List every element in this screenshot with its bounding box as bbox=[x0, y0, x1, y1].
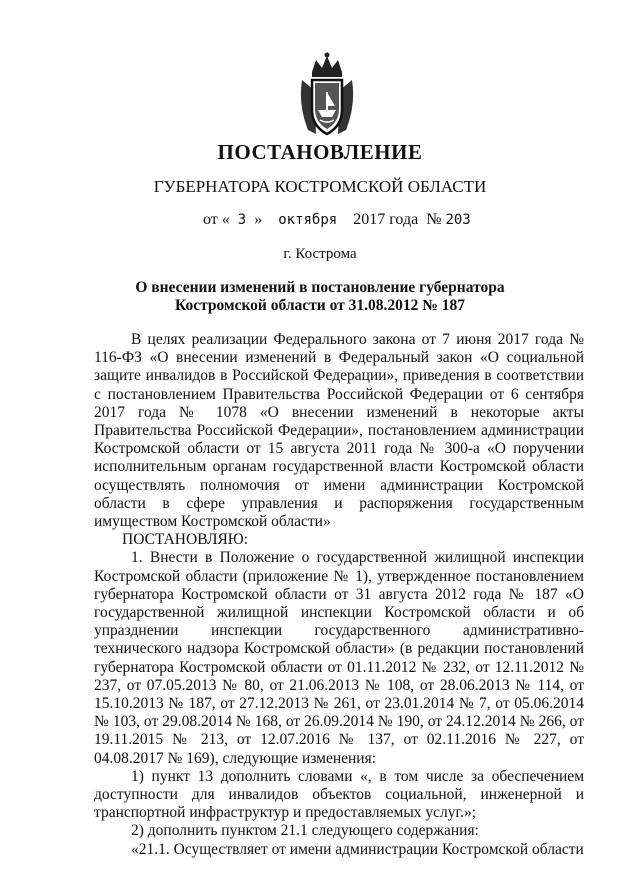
heading-line-2: Костромской области от 31.08.2012 № 187 bbox=[175, 297, 465, 314]
date-year: 2017 года bbox=[353, 211, 419, 228]
coat-of-arms-icon bbox=[294, 50, 360, 140]
document-number: 203 bbox=[445, 212, 471, 228]
document-heading bbox=[100, 279, 540, 315]
issuer-title: ГУБЕРНАТОРА КОСТРОМСКОЙ ОБЛАСТИ bbox=[153, 177, 487, 196]
clause-21-1-paragraph: «21.1. Осуществляет от имени администрации Костромской области bbox=[131, 840, 584, 858]
document-body bbox=[94, 331, 584, 859]
clause-1-paragraph: 1. Внести в Положение о государственной жилищной инспекции Костромской области (приложение № 1), утвержденное постановлением губернатора Костромской области от 31 августа 2012 года № 187 «О государственной жилищной инспекции Костромской области и об упразднении инспекции государственного административно-технического надзора Костромской области» (в редакции постановлений губернатора Костромской области от 01.11.2012 № 232, от 12.11.2012 № 237, от 07.05.2013 № 80, от 21.06.2013 № 108, от 28.06.2013 № 114, от 15.10.2013 № 187, от 27.12.2013 № 261, от 23.01.2014 № 7, от 05.06.2014 № 103, от 29.08.2014 № 168, от 26.09.2014 № 190, от 24.12.2014 № 266, от 19.11.2015 № 213, от 12.07.2016 № 137, от 02.11.2016 № 227, от 04.08.2017 № 169), следующие изменения: bbox=[94, 549, 584, 767]
date-day: 3 bbox=[237, 212, 247, 228]
date-month: октября bbox=[278, 212, 338, 228]
date-prefix: от « bbox=[203, 211, 230, 228]
date-mid: » bbox=[254, 211, 263, 228]
city-line: г. Кострома bbox=[283, 246, 357, 262]
subclause-1-paragraph: 1) пункт 13 дополнить словами «, в том числе за обеспечением доступности для инвалидов объектов социальной, инженерной и транспортной инфраструктур и предоставляемых услуг.»; bbox=[94, 767, 584, 822]
number-sign: № bbox=[426, 211, 442, 228]
heading-line-1: О внесении изменений в постановление губернатора bbox=[135, 279, 505, 296]
preamble-paragraph: В целях реализации Федерального закона от 7 июня 2017 года № 116-ФЗ «О внесении изменений в Федеральный закон «О социальной защите инвалидов в Российской Федерации», приведения в соответствии с постановлением Правительства Российской Федерации от 6 сентября 2017 года № 1078 «О внесении изменений в некоторые акты Правительства Российской Федерации», постановлением администрации Костромской области от 15 августа 2011 года № 300-а «О поручении исполнительным органам государственной власти Костромской области осуществлять полномочия от имени администрации Костромской области в сфере управления и распоряжения государственным имуществом Костромской области» bbox=[94, 331, 584, 531]
document-title: ПОСТАНОВЛЕНИЕ bbox=[217, 140, 423, 164]
date-line bbox=[203, 211, 471, 229]
resolution-word: ПОСТАНОВЛЯЮ: bbox=[122, 531, 249, 549]
subclause-2-paragraph: 2) дополнить пунктом 21.1 следующего содержания: bbox=[131, 822, 479, 840]
